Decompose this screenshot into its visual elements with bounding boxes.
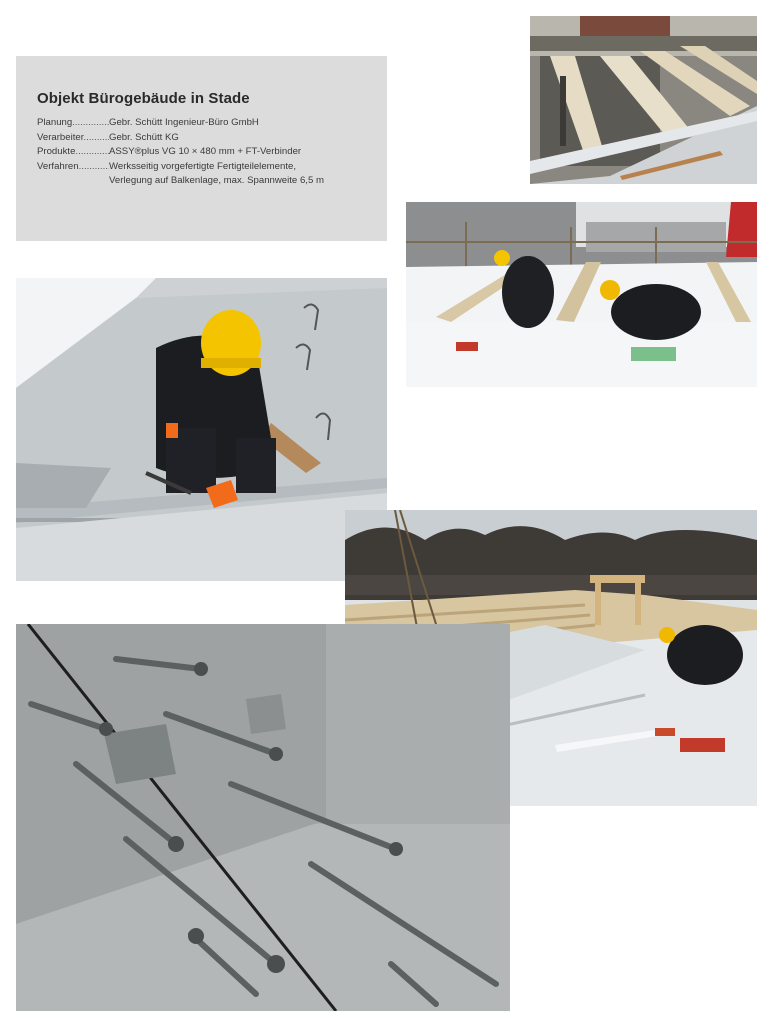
photo-worker-kneeling <box>16 278 387 581</box>
info-row-planung <box>37 116 369 131</box>
info-label <box>37 174 109 189</box>
info-label: Planung ..... <box>37 116 109 131</box>
photo-workers-snow <box>406 202 757 387</box>
info-value: ASSY®plus VG 10 × 480 mm + FT-Verbinder <box>109 146 302 158</box>
info-row-verfahren-cont <box>37 174 369 189</box>
info-row-verfahren <box>37 160 369 175</box>
photo-screws-closeup <box>16 624 510 1011</box>
info-value: Gebr. Schütt KG <box>109 131 179 143</box>
info-row-produkte <box>37 145 369 160</box>
project-info-box <box>16 56 387 241</box>
project-title: Objekt Bürogebäude in Stade <box>37 90 250 107</box>
info-label: Verfahren ..... <box>37 160 109 175</box>
info-label: Produkte ..... <box>37 145 109 160</box>
photo-timber-beam-layer <box>530 16 757 184</box>
info-value: Gebr. Schütt Ingenieur-Büro GmbH <box>109 117 259 128</box>
info-value: Verlegung auf Balkenlage, max. Spannweite 6,5 m <box>109 175 324 187</box>
info-row-verarbeiter <box>37 131 369 146</box>
info-label: Verarbeiter ..... <box>37 131 109 146</box>
info-value: Werksseitig vorgefertigte Fertigteilelemente, <box>109 160 296 172</box>
